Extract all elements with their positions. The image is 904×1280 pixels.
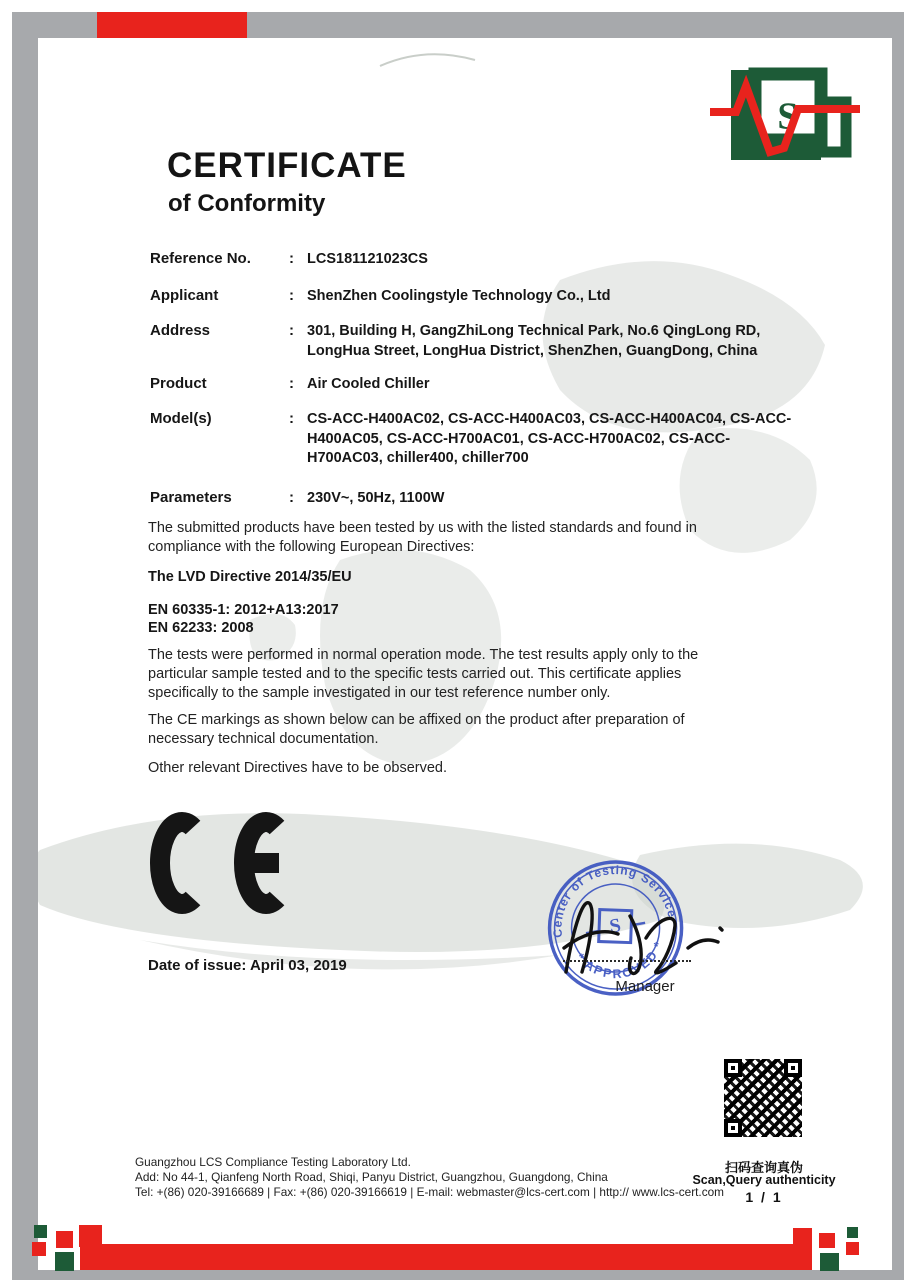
manager-signature (544, 876, 734, 991)
intro-paragraph: The submitted products have been tested by us with the listed standards and found in compliance with the following European Directives: (148, 520, 697, 556)
stamp-bottom-text: * APPROVED * (573, 938, 667, 982)
field-value: Air Cooled Chiller (307, 376, 430, 392)
field-value: 230V~, 50Hz, 1100W (307, 490, 445, 506)
field-value: CS-ACC-H400AC02, CS-ACC-H400AC03, CS-ACC-H400AC04, CS-ACC-H400AC05, CS-ACC-H700AC01, CS-ACC-H700AC02, CS-ACC-H700AC03, chiller400, chiller700 (307, 411, 792, 467)
field-label: Model(s) (150, 410, 212, 427)
date-of-issue: Date of issue: April 03, 2019 (148, 957, 347, 974)
field-colon: : (289, 375, 294, 392)
field-label: Reference No. (150, 250, 251, 267)
field-label: Applicant (150, 287, 219, 304)
tests-paragraph: The tests were performed in normal operation mode. The test results apply only to the particular sample tested and to the specific tests carried out. This certificate applies specifically to the sample investigated in our test reference number only. (148, 647, 699, 702)
standard-line-2: EN 62233: 2008 (148, 620, 254, 636)
field-value: LCS181121023CS (307, 251, 428, 267)
ce-mark (146, 806, 306, 921)
field-colon: : (289, 287, 294, 304)
logo-letter: S (777, 95, 799, 138)
field-colon: : (289, 250, 294, 267)
qr-finder-top-left (724, 1059, 742, 1077)
lcs-logo (710, 64, 860, 168)
signature-line (563, 960, 691, 962)
footer-company: Guangzhou LCS Compliance Testing Laboratory Ltd. (135, 1155, 411, 1169)
field-colon: : (289, 322, 294, 339)
certificate-title: CERTIFICATE (167, 146, 407, 185)
field-value: 301, Building H, GangZhiLong Technical Park, No.6 QingLong RD, LongHua Street, LongHua District, ShenZhen, GuangDong, China (307, 323, 761, 359)
qr-caption-chinese: 扫码查询真伪 (724, 1160, 803, 1175)
standard-line-1: EN 60335-1: 2012+A13:2017 (148, 602, 339, 618)
field-colon: : (289, 489, 294, 506)
field-label: Parameters (150, 489, 232, 506)
stamp-center-letter: S (607, 914, 623, 938)
field-value: ShenZhen Coolingstyle Technology Co., Ltd (307, 288, 611, 304)
field-label: Address (150, 322, 211, 339)
directive-line: The LVD Directive 2014/35/EU (148, 569, 352, 585)
footer-contacts: Tel: +(86) 020-39166689 | Fax: +(86) 020-39166619 | E-mail: webmaster@lcs-cert.com | http:// www.lcs-cert.com (135, 1185, 724, 1199)
other-directives-paragraph: Other relevant Directives have to be observed. (148, 760, 448, 776)
signer-title: Manager (615, 978, 675, 995)
field-label: Product (150, 375, 207, 392)
field-colon: : (289, 410, 294, 427)
certificate-subtitle: of Conformity (168, 190, 326, 217)
qr-code (721, 1056, 805, 1140)
qr-finder-bottom-left (724, 1119, 742, 1137)
stamp-top-text: Center of Testing Service (550, 862, 680, 939)
qr-finder-top-right (784, 1059, 802, 1077)
page-number: 1 / 1 (745, 1189, 783, 1205)
qr-caption-english: Scan,Query authenticity (692, 1173, 836, 1187)
ce-markings-paragraph: The CE markings as shown below can be affixed on the product after preparation of necessary technical documentation. (148, 712, 685, 748)
footer-address: Add: No 44-1, Qianfeng North Road, Shiqi, Panyu District, Guangzhou, Guangdong, China (135, 1170, 608, 1184)
